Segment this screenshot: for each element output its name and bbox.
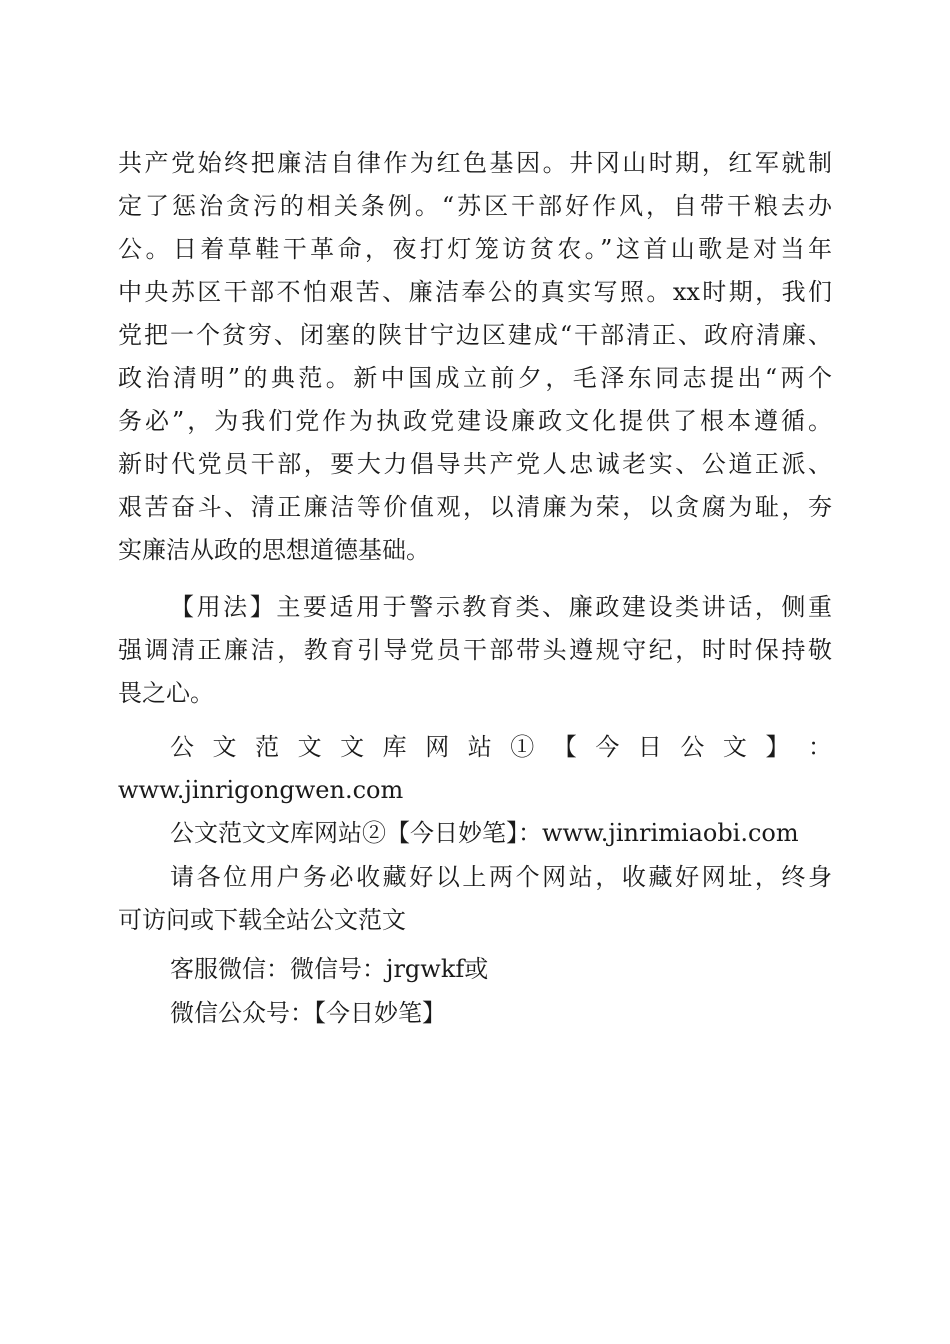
notice-line: 可访问或下载全站公文范文 [118,906,406,934]
body-line: 务必”，为我们党作为执政党建设廉政文化提供了根本遵循。 [118,407,832,435]
wechat-service: 客服微信：微信号：jrgwkf或 [170,955,489,983]
wechat-official: 微信公众号：【今日妙笔】 [170,999,446,1027]
body-line: 艰苦奋斗、清正廉洁等价值观，以清廉为荣，以贪腐为耻，夯 [118,493,832,521]
notice-line: 请各位用户务必收藏好以上两个网站，收藏好网址，终身 [170,863,832,891]
body-line: 新时代党员干部，要大力倡导共产党人忠诚老实、公道正派、 [118,450,832,478]
usage-line: 畏之心。 [118,679,214,707]
body-line: 政治清明”的典范。新中国成立前夕，毛泽东同志提出“两个 [118,364,832,392]
site2-line[interactable]: 公文范文文库网站②【今日妙笔】：www.jinrimiaobi.com [170,819,799,847]
body-line: 中央苏区干部不怕艰苦、廉洁奉公的真实写照。xx时期，我们 [118,278,832,306]
body-line: 定了惩治贪污的相关条例。“苏区干部好作风，自带干粮去办 [118,192,832,220]
usage-line: 【用法】主要适用于警示教育类、廉政建设类讲话，侧重 [170,593,832,621]
site1-label: 公 文 范 文 文 库 网 站 ① 【 今 日 公 文 】 ： [170,733,832,761]
usage-line: 强调清正廉洁，教育引导党员干部带头遵规守纪，时时保持敬 [118,636,832,664]
body-line: 共产党始终把廉洁自律作为红色基因。井冈山时期，红军就制 [118,149,832,177]
site1-url[interactable]: www.jinrigongwen.com [118,776,404,804]
body-line: 实廉洁从政的思想道德基础。 [118,536,430,564]
body-line: 党把一个贫穷、闭塞的陕甘宁边区建成“干部清正、政府清廉、 [118,321,832,349]
body-line: 公。日着草鞋干革命，夜打灯笼访贫农。”这首山歌是对当年 [118,235,832,263]
